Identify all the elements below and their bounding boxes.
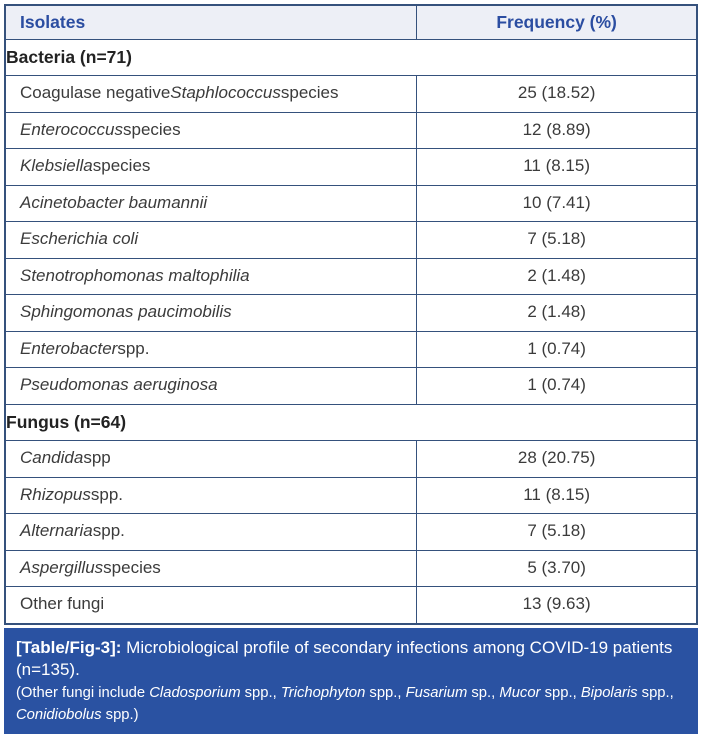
isolate-name: [6, 551, 417, 587]
frequency-value: 13 (9.63): [417, 587, 696, 623]
caption-note-segment: Conidiobolus: [16, 707, 102, 723]
isolate-name-segment: species: [123, 121, 181, 140]
frequency-value: 11 (8.15): [417, 478, 696, 514]
section-header-label: Bacteria (n=71): [6, 40, 696, 76]
isolate-name-segment: Alternaria: [20, 522, 93, 541]
isolate-name-segment: Candida: [20, 449, 83, 468]
caption-note-segment: Trichophyton: [281, 685, 365, 701]
table-row: [6, 113, 696, 150]
isolate-name: [6, 368, 417, 404]
isolate-name: [6, 186, 417, 222]
caption-text: Microbiological profile of secondary infections among COVID-19 patients (n=135).: [16, 638, 672, 679]
isolate-name: [6, 332, 417, 368]
isolate-name-segment: Klebsiella: [20, 157, 93, 176]
section-header-bacteria: [6, 40, 696, 77]
isolate-name: [6, 587, 417, 623]
column-header-isolates: Isolates: [6, 6, 417, 39]
caption-note-segment: Bipolaris: [581, 685, 638, 701]
isolate-name-segment: species: [93, 157, 151, 176]
table-row: [6, 76, 696, 113]
caption-note-segment: (Other fungi include: [16, 685, 149, 701]
isolate-name-segment: Enterococcus: [20, 121, 123, 140]
isolate-name-segment: Rhizopus: [20, 486, 91, 505]
table-row: [6, 368, 696, 405]
table-row: [6, 222, 696, 259]
caption-note-segment: sp.,: [467, 685, 499, 701]
isolate-name-segment: Sphingomonas paucimobilis: [20, 303, 232, 322]
frequency-value: 1 (0.74): [417, 332, 696, 368]
frequency-value: 2 (1.48): [417, 295, 696, 331]
caption-note-segment: spp.,: [365, 685, 405, 701]
isolate-name-segment: Stenotrophomonas maltophilia: [20, 267, 250, 286]
caption-note-segment: Cladosporium: [149, 685, 240, 701]
table-row: [6, 332, 696, 369]
frequency-value: 7 (5.18): [417, 514, 696, 550]
frequency-value: 7 (5.18): [417, 222, 696, 258]
caption-note-segment: spp.): [102, 707, 139, 723]
isolate-name-segment: Pseudomonas aeruginosa: [20, 376, 218, 395]
table-row: [6, 186, 696, 223]
frequency-value: 10 (7.41): [417, 186, 696, 222]
frequency-value: 2 (1.48): [417, 259, 696, 295]
isolate-name: [6, 478, 417, 514]
table-row: [6, 514, 696, 551]
caption-title: [16, 637, 686, 682]
caption-note-segment: Fusarium: [406, 685, 468, 701]
section-header-fungus: [6, 405, 696, 442]
isolate-name-segment: spp.: [93, 522, 125, 541]
isolate-name-segment: species: [281, 84, 339, 103]
table-header-row: [6, 6, 696, 40]
frequency-value: 5 (3.70): [417, 551, 696, 587]
table-row: [6, 149, 696, 186]
caption-note-segment: spp.,: [241, 685, 281, 701]
isolate-name: [6, 222, 417, 258]
section-header-label: Fungus (n=64): [6, 405, 696, 441]
frequency-value: 28 (20.75): [417, 441, 696, 477]
isolates-table: [4, 4, 698, 625]
isolate-name-segment: species: [103, 559, 161, 578]
caption-tag: [Table/Fig-3]:: [16, 638, 121, 657]
caption-note-segment: spp.,: [638, 685, 674, 701]
isolate-name-segment: Other fungi: [20, 595, 104, 614]
isolate-name: [6, 259, 417, 295]
isolate-name: [6, 149, 417, 185]
table-caption: [4, 628, 698, 734]
table-row: [6, 587, 696, 623]
frequency-value: 1 (0.74): [417, 368, 696, 404]
caption-note: [16, 683, 686, 726]
column-header-frequency: Frequency (%): [417, 6, 696, 39]
table-row: [6, 441, 696, 478]
table-row: [6, 295, 696, 332]
isolate-name-segment: spp.: [117, 340, 149, 359]
isolate-name-segment: Acinetobacter baumannii: [20, 194, 207, 213]
caption-note-segment: spp.,: [541, 685, 581, 701]
frequency-value: 11 (8.15): [417, 149, 696, 185]
isolate-name-segment: Escherichia coli: [20, 230, 138, 249]
isolate-name-segment: spp.: [91, 486, 123, 505]
caption-note-segment: Mucor: [499, 685, 540, 701]
isolate-name-segment: Coagulase negative: [20, 84, 170, 103]
isolate-name-segment: spp: [83, 449, 110, 468]
isolate-name: [6, 441, 417, 477]
isolate-name: [6, 295, 417, 331]
isolate-name-segment: Enterobacter: [20, 340, 117, 359]
isolate-name-segment: Staphlococcus: [170, 84, 281, 103]
isolate-name: [6, 113, 417, 149]
frequency-value: 25 (18.52): [417, 76, 696, 112]
table-row: [6, 259, 696, 296]
isolate-name: [6, 514, 417, 550]
isolate-name: [6, 76, 417, 112]
table-row: [6, 551, 696, 588]
isolate-name-segment: Aspergillus: [20, 559, 103, 578]
frequency-value: 12 (8.89): [417, 113, 696, 149]
table-row: [6, 478, 696, 515]
